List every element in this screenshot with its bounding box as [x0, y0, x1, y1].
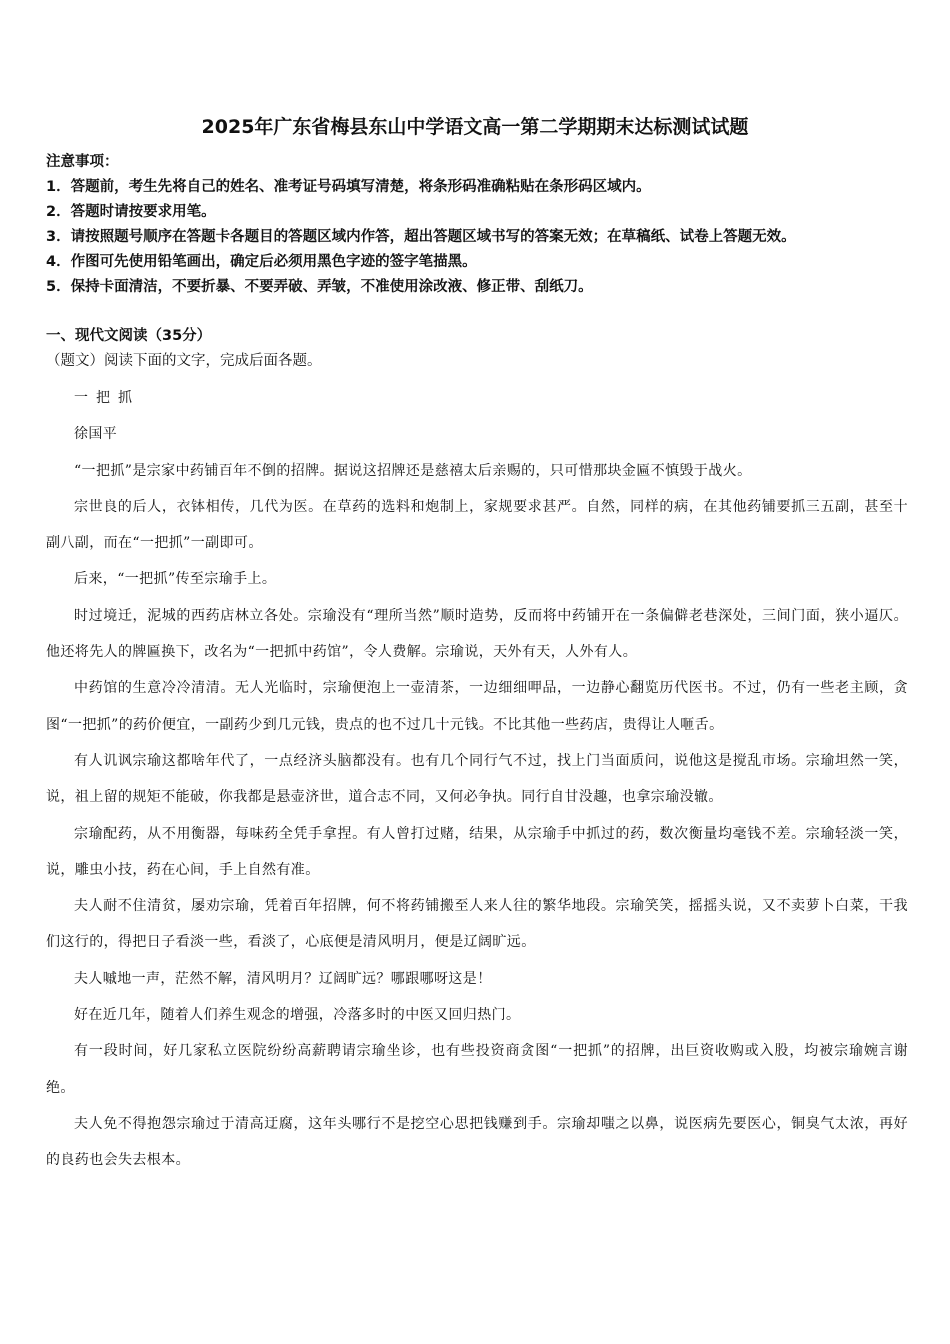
article-paragraph: 好在近几年，随着人们养生观念的增强，冷落多时的中医又回归热门。 — [74, 1007, 521, 1024]
article-paragraph: 时过境迁，泥城的西药店林立各处。宗瑜没有“理所当然”顺时造势，反而将中药铺开在一条偏僻老巷深处，三间门面，狭小逼仄。他还将先人的牌匾换下，改名为“一把抓中药馆”，令人费解。宗瑜说，天外有天，人外有人。 — [46, 607, 908, 661]
article-paragraph: 有人讥讽宗瑜这都啥年代了，一点经济头脑都没有。也有几个同行气不过，找上门当面质问，说他这是搅乱市场。宗瑜坦然一笑，说，祖上留的规矩不能破，你我都是悬壶济世，道合志不同，又何必争执。同行自甘没趣，也拿宗瑜没辙。 — [46, 752, 908, 806]
section-heading: 一、现代文阅读（35分） — [46, 328, 212, 344]
article-body — [46, 380, 908, 1179]
article-paragraph: 中药馆的生意冷冷清清。无人光临时，宗瑜便泡上一壶清茶，一边细细呷品，一边静心翻览历代医书。不过，仍有一些老主顾，贪图“一把抓”的药价便宜，一副药少到几元钱，贵点的也不过几十元钱。不比其他一些药店，贵得让人咂舌。 — [46, 680, 908, 733]
article-paragraph: 有一段时间，好几家私立医院纷纷高薪聘请宗瑜坐诊，也有些投资商贪图“一把抓”的招牌，出巨资收购或入股，均被宗瑜婉言谢绝。 — [46, 1043, 908, 1096]
page-title: 2025年广东省梅县东山中学语文高一第二学期期末达标测试试题 — [201, 116, 749, 138]
article-paragraph: 夫人免不得抱怨宗瑜过于清高迂腐，这年头哪行不是挖空心思把钱赚到手。宗瑜却嗤之以鼻，说医病先要医心，铜臭气太浓，再好的良药也会失去根本。 — [46, 1115, 908, 1169]
notice-item: 3．请按照题号顺序在答题卡各题目的答题区域内作答，超出答题区域书写的答案无效；在草稿纸、试卷上答题无效。 — [46, 229, 796, 245]
notice-heading: 注意事项： — [46, 154, 119, 170]
notice-block — [46, 150, 916, 300]
article-paragraph: 宗瑜配药，从不用衡器，每味药全凭手拿捏。有人曾打过赌，结果，从宗瑜手中抓过的药，数次衡量均毫钱不差。宗瑜轻淡一笑，说，雕虫小技，药在心间，手上自然有准。 — [46, 825, 908, 878]
article-paragraph: 夫人耐不住清贫，屡劝宗瑜，凭着百年招牌，何不将药铺搬至人来人往的繁华地段。宗瑜笑笑，摇摇头说，又不卖萝卜白菜，干我们这行的，得把日子看淡一些，看淡了，心底便是清风明月，便是辽阔旷远。 — [46, 898, 908, 951]
article-paragraph: 后来，“一把抓”传至宗瑜手上。 — [74, 571, 277, 588]
notice-item: 4．作图可先使用铅笔画出，确定后必须用黑色字迹的签字笔描黑。 — [46, 254, 477, 270]
article-paragraph: 宗世良的后人，衣钵相传，几代为医。在草药的选料和炮制上，家规要求甚严。自然，同样的病，在其他药铺要抓三五副，甚至十副八副，而在“一把抓”一副即可。 — [46, 498, 908, 552]
article-paragraph: 夫人嘁地一声，茫然不解，清风明月？辽阔旷远？哪跟哪呀这是！ — [74, 970, 492, 987]
notice-item: 2．答题时请按要求用笔。 — [46, 204, 216, 220]
notice-item: 1．答题前，考生先将自己的姓名、准考证号码填写清楚，将条形码准确粘贴在条形码区域内。 — [46, 179, 651, 195]
article-author: 徐国平 — [74, 426, 118, 443]
article-paragraph: “一把抓”是宗家中药铺百年不倒的招牌。据说这招牌还是慈禧太后亲赐的，只可惜那块金匾不慎毁于战火。 — [74, 462, 752, 479]
section-intro: （题文）阅读下面的文字，完成后面各题。 — [46, 353, 322, 369]
notice-item: 5．保持卡面清洁，不要折暴、不要弄破、弄皱，不准使用涂改液、修正带、刮纸刀。 — [46, 279, 593, 295]
article-title: 一把抓 — [74, 390, 140, 406]
